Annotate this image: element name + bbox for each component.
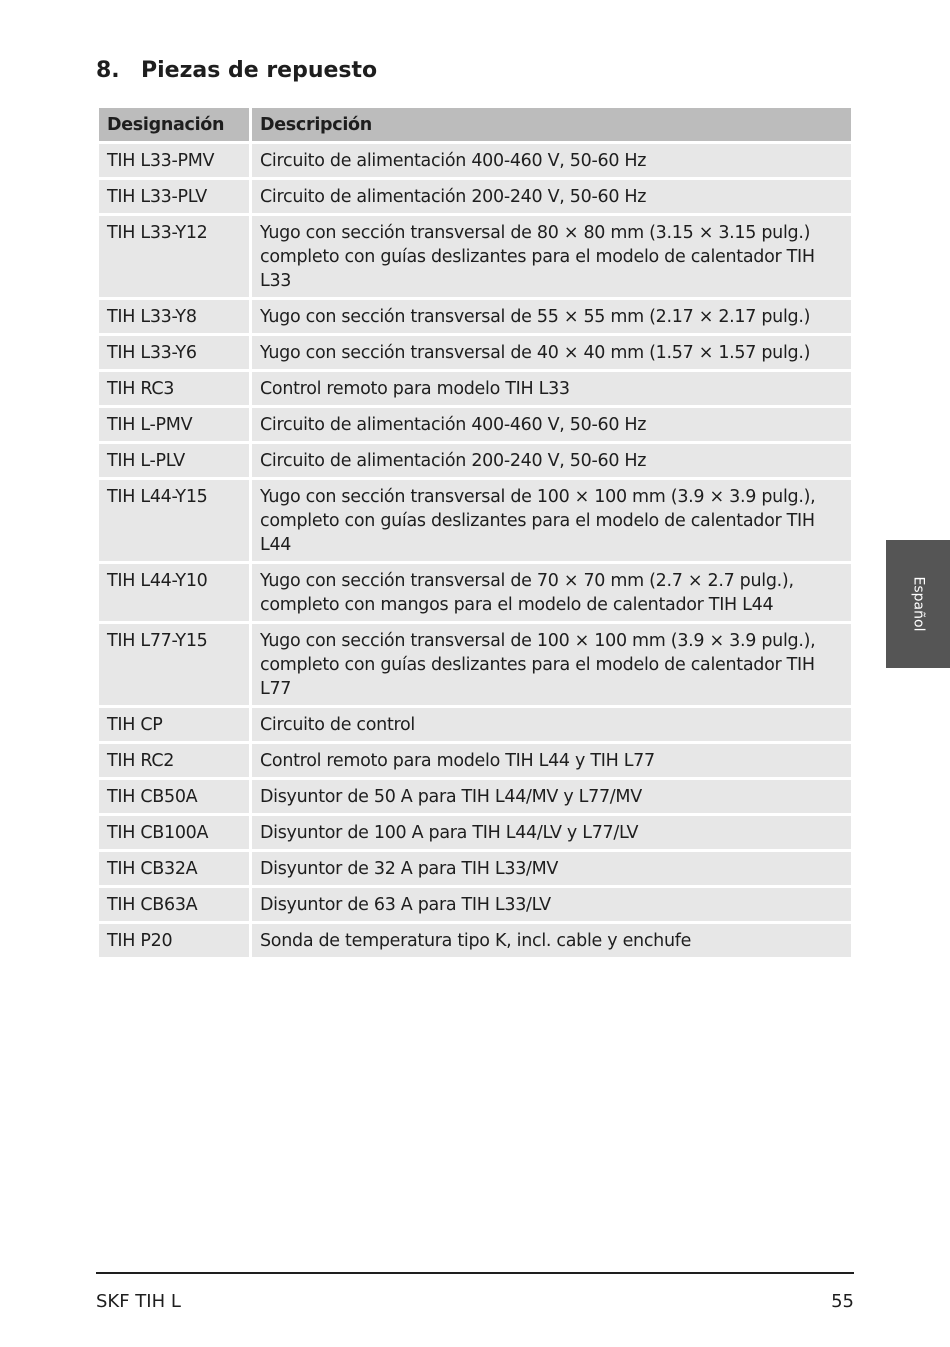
footer-product-name: SKF TIH L xyxy=(96,1291,181,1312)
language-tab xyxy=(886,540,950,668)
table-row xyxy=(99,564,851,621)
cell-description: Yugo con sección transversal de 70 × 70 mm (2.7 × 2.7 pulg.), completo con mangos para el modelo de calentador TIH L44 xyxy=(252,564,851,621)
cell-description: Circuito de alimentación 400-460 V, 50-60 Hz xyxy=(252,408,851,441)
table-row xyxy=(99,336,851,369)
section-number: 8. xyxy=(96,58,120,83)
cell-designation: TIH CP xyxy=(99,708,249,741)
cell-description: Disyuntor de 100 A para TIH L44/LV y L77/LV xyxy=(252,816,851,849)
cell-designation: TIH CB63A xyxy=(99,888,249,921)
cell-description: Yugo con sección transversal de 100 × 100 mm (3.9 × 3.9 pulg.), completo con guías deslizantes para el modelo de calentador TIH L44 xyxy=(252,480,851,561)
table-row xyxy=(99,708,851,741)
cell-description: Disyuntor de 32 A para TIH L33/MV xyxy=(252,852,851,885)
table-row xyxy=(99,144,851,177)
cell-description: Control remoto para modelo TIH L33 xyxy=(252,372,851,405)
cell-description: Yugo con sección transversal de 55 × 55 mm (2.17 × 2.17 pulg.) xyxy=(252,300,851,333)
cell-designation: TIH P20 xyxy=(99,924,249,957)
cell-designation: TIH CB50A xyxy=(99,780,249,813)
section-title-text: Piezas de repuesto xyxy=(141,58,378,83)
cell-designation: TIH L-PMV xyxy=(99,408,249,441)
footer-page-number: 55 xyxy=(831,1291,854,1312)
table-row xyxy=(99,780,851,813)
table-row xyxy=(99,924,851,957)
cell-description: Disyuntor de 50 A para TIH L44/MV y L77/MV xyxy=(252,780,851,813)
footer-divider xyxy=(96,1272,854,1274)
table-row xyxy=(99,180,851,213)
cell-description: Sonda de temperatura tipo K, incl. cable y enchufe xyxy=(252,924,851,957)
cell-designation: TIH RC3 xyxy=(99,372,249,405)
cell-description: Disyuntor de 63 A para TIH L33/LV xyxy=(252,888,851,921)
table-row xyxy=(99,624,851,705)
language-tab-label: Español xyxy=(910,576,926,632)
cell-description: Yugo con sección transversal de 100 × 100 mm (3.9 × 3.9 pulg.), completo con guías deslizantes para el modelo de calentador TIH L77 xyxy=(252,624,851,705)
cell-designation: TIH CB100A xyxy=(99,816,249,849)
cell-description: Control remoto para modelo TIH L44 y TIH L77 xyxy=(252,744,851,777)
cell-description: Circuito de alimentación 200-240 V, 50-60 Hz xyxy=(252,180,851,213)
table-row xyxy=(99,372,851,405)
cell-description: Circuito de alimentación 200-240 V, 50-60 Hz xyxy=(252,444,851,477)
table-row xyxy=(99,852,851,885)
section-title xyxy=(96,58,377,83)
table-row xyxy=(99,744,851,777)
table-row xyxy=(99,888,851,921)
cell-description: Circuito de alimentación 400-460 V, 50-60 Hz xyxy=(252,144,851,177)
cell-designation: TIH L33-Y8 xyxy=(99,300,249,333)
cell-designation: TIH L33-PLV xyxy=(99,180,249,213)
cell-designation: TIH L33-PMV xyxy=(99,144,249,177)
cell-designation: TIH CB32A xyxy=(99,852,249,885)
cell-designation: TIH RC2 xyxy=(99,744,249,777)
column-header-description: Descripción xyxy=(252,108,851,141)
table-row xyxy=(99,480,851,561)
table-row xyxy=(99,408,851,441)
table-row xyxy=(99,816,851,849)
cell-designation: TIH L44-Y10 xyxy=(99,564,249,621)
cell-designation: TIH L44-Y15 xyxy=(99,480,249,561)
spare-parts-table xyxy=(96,105,854,960)
cell-designation: TIH L77-Y15 xyxy=(99,624,249,705)
table-row xyxy=(99,216,851,297)
column-header-designation: Designación xyxy=(99,108,249,141)
table-body xyxy=(99,144,851,957)
cell-description: Circuito de control xyxy=(252,708,851,741)
table-row xyxy=(99,300,851,333)
cell-designation: TIH L-PLV xyxy=(99,444,249,477)
table-header-row xyxy=(99,108,851,141)
cell-description: Yugo con sección transversal de 80 × 80 mm (3.15 × 3.15 pulg.) completo con guías deslizantes para el modelo de calentador TIH L33 xyxy=(252,216,851,297)
cell-designation: TIH L33-Y6 xyxy=(99,336,249,369)
table-row xyxy=(99,444,851,477)
cell-designation: TIH L33-Y12 xyxy=(99,216,249,297)
cell-description: Yugo con sección transversal de 40 × 40 mm (1.57 × 1.57 pulg.) xyxy=(252,336,851,369)
